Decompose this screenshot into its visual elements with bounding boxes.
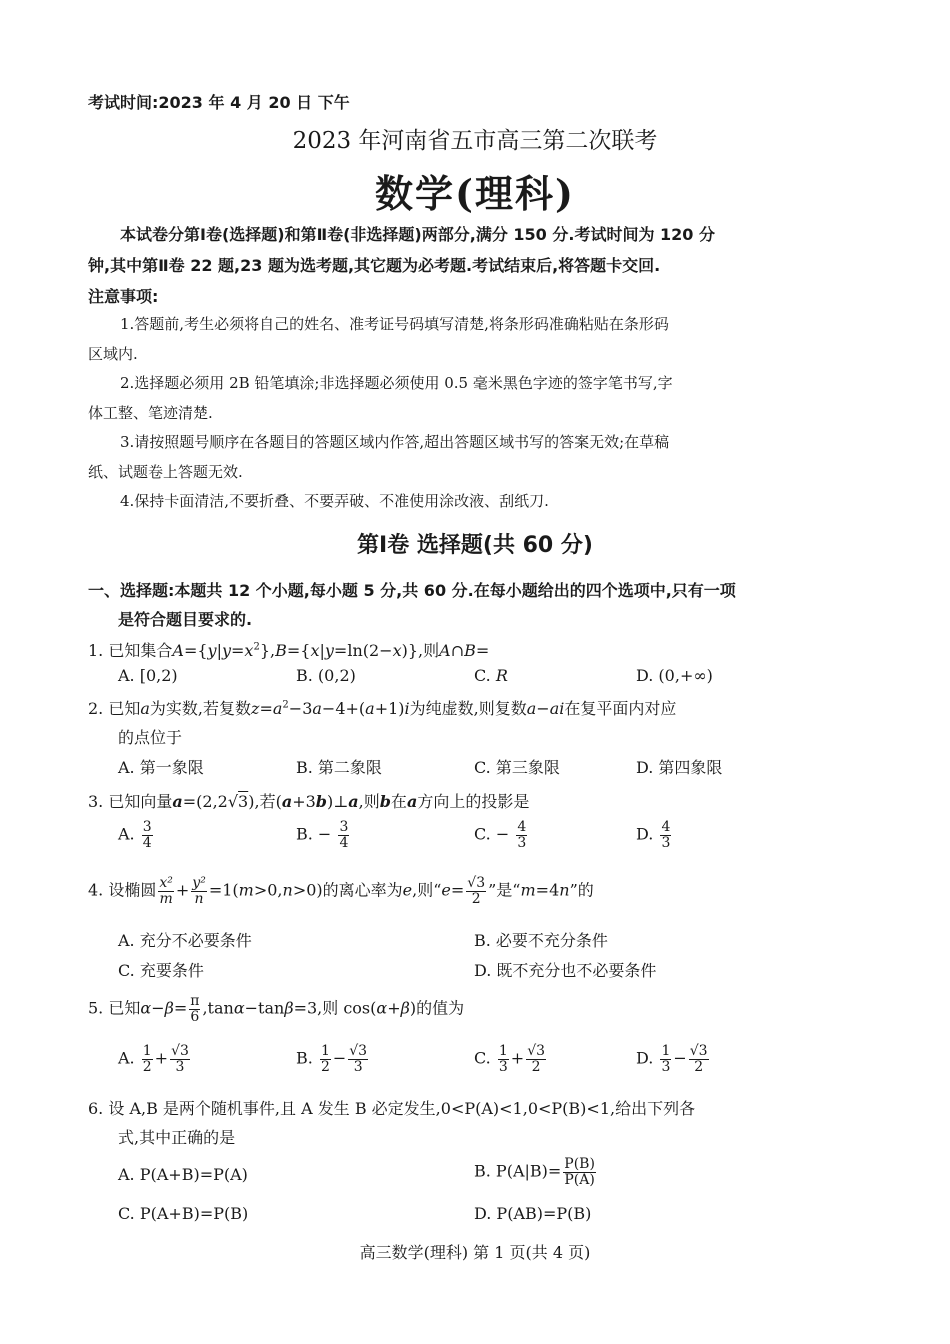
fraction-denominator: 4 [339, 834, 349, 851]
q2-text: 已知 [108, 699, 141, 718]
q4-var: e [441, 880, 451, 900]
q2-var: a [526, 699, 537, 718]
q3-text: =(2,2 [182, 792, 228, 811]
q4-text: >0)的离心率为 [292, 880, 403, 900]
q1-text: = [231, 641, 245, 660]
q3-option-c-fraction [516, 820, 527, 850]
q2-var: ai [549, 699, 565, 718]
q6-option-a: A. P(A+B)=P(A) [118, 1165, 248, 1184]
intro-line-2: 钟,其中第Ⅱ卷 22 题,23 题为选考题,其它题为必考题.考试结束后,将答题卡交回. [88, 256, 661, 275]
q2-option-b: B. 第二象限 [296, 758, 382, 777]
q2-text: 为纯虚数,则复数 [409, 699, 527, 718]
q5-text: + [387, 998, 401, 1018]
q3-option-a [118, 820, 155, 850]
q2-option-c: C. 第三象限 [474, 758, 560, 777]
q2-var: z [251, 699, 260, 718]
q2-text: − [536, 699, 550, 718]
q4-option-d: D. 既不充分也不必要条件 [474, 961, 657, 980]
q4-var: m [520, 880, 536, 900]
q3-text: 方向上的投影是 [417, 792, 530, 811]
fraction-denominator: m [159, 890, 173, 907]
q2-var: a [140, 699, 150, 718]
q1-text: =ln(2− [333, 641, 393, 660]
question-4 [88, 876, 594, 906]
q5-option-d-frac-1 [660, 1044, 671, 1074]
fraction-denominator: 2 [320, 1058, 330, 1075]
notice-heading: 注意事项: [88, 287, 159, 306]
fraction-numerator: 3 [339, 819, 349, 835]
subject-title: 数学(理科) [375, 171, 575, 216]
q2-text: 在复平面内对应 [564, 699, 677, 718]
notice-item-2b: 体工整、笔迹清楚. [88, 404, 213, 422]
q3-text: 在 [390, 792, 407, 811]
exam-time: 考试时间:2023 年 4 月 20 日 下午 [88, 93, 350, 112]
q4-text: 设椭圆 [108, 880, 157, 900]
q6-number: 6. [88, 1099, 104, 1118]
q1-text: = [475, 641, 490, 660]
q6-option-b [474, 1157, 598, 1187]
q4-text: = [450, 880, 465, 900]
q5-number: 5. [88, 998, 104, 1018]
q5-option-b-frac-1 [320, 1044, 331, 1074]
q5-operator: − [332, 1048, 347, 1068]
q5-option-d [636, 1044, 711, 1074]
q3-vector: b [379, 792, 391, 811]
question-3 [88, 789, 529, 812]
q5-var: β [284, 998, 294, 1018]
q1-option-b: B. (0,2) [296, 666, 356, 685]
q3-vector: b [315, 792, 327, 811]
q5-option-a-frac-2 [170, 1044, 190, 1074]
q3-vector: a [172, 792, 183, 811]
fraction-denominator: 2 [471, 890, 481, 907]
q1-text: ∩ [450, 641, 465, 660]
q3-sqrt: √ [227, 792, 239, 811]
fraction-numerator: x² [159, 875, 173, 891]
q5-option-c-label: C. [474, 1048, 491, 1068]
q4-fraction-y [191, 876, 207, 906]
q4-text: >0, [253, 880, 283, 900]
q1-var: y [324, 641, 334, 660]
q1-text: }, [259, 641, 276, 660]
q3-vector: a [406, 792, 418, 811]
q5-text: )的值为 [409, 998, 465, 1018]
q2-text: 为实数,若复数 [149, 699, 252, 718]
q4-fraction-x [158, 876, 174, 906]
q6-option-b-fraction [563, 1157, 596, 1187]
q3-option-b-fraction [338, 820, 349, 850]
q5-option-a [118, 1044, 192, 1074]
question-1 [88, 638, 489, 661]
q1-text: ={ [286, 641, 311, 660]
fraction-numerator: P(B) [564, 1156, 595, 1172]
q1-option-a: A. [0,2) [118, 666, 178, 685]
q3-text: ),若( [248, 792, 282, 811]
q1-number: 1. [88, 641, 104, 660]
fraction-numerator: y² [192, 875, 206, 891]
q5-option-a-frac-1 [142, 1044, 153, 1074]
q3-text: ,则 [358, 792, 380, 811]
q1-option-c-value: R [495, 666, 508, 685]
q6-option-c: C. P(A+B)=P(B) [118, 1204, 249, 1223]
notice-item-1a: 1.答题前,考生必须将自己的姓名、准考证号码填写清楚,将条形码准确粘贴在条形码 [120, 315, 669, 333]
q5-option-d-frac-2 [689, 1044, 709, 1074]
q4-number: 4. [88, 880, 104, 900]
q3-option-b [296, 820, 351, 850]
q2-var: a [272, 699, 283, 718]
q5-option-c-frac-2 [526, 1044, 546, 1074]
q2-option-a: A. 第一象限 [118, 758, 204, 777]
q1-option-c [474, 666, 508, 685]
fraction-numerator: 1 [498, 1043, 508, 1059]
q1-option-c-label: C. [474, 666, 491, 685]
q5-text: 已知 [108, 998, 141, 1018]
q4-text: + [175, 880, 190, 900]
q1-text: 已知集合 [108, 641, 173, 660]
section-title: 第Ⅰ卷 选择题(共 60 分) [357, 533, 593, 558]
q3-option-c [474, 820, 529, 850]
notice-item-2a: 2.选择题必须用 2B 铅笔填涂;非选择题必须使用 0.5 毫米黑色字迹的签字笔书写,字 [120, 374, 673, 392]
q5-var: β [400, 998, 410, 1018]
q2-var: i [404, 699, 410, 718]
q1-option-d: D. (0,+∞) [636, 666, 713, 685]
q3-text: )⊥ [326, 792, 349, 811]
section-instruction-2: 是符合题目要求的. [118, 610, 253, 629]
q5-option-c-frac-1 [498, 1044, 509, 1074]
q3-option-c-label: C. − [474, 824, 510, 844]
q2-exponent: 2 [282, 699, 289, 711]
q3-text: 已知向量 [108, 792, 173, 811]
q4-var: n [559, 880, 570, 900]
q3-sqrt-arg: 3 [238, 792, 249, 811]
q5-text: ,tan [202, 998, 234, 1018]
fraction-numerator: √3 [527, 1043, 546, 1059]
fraction-denominator: 4 [142, 834, 152, 851]
q3-option-d-fraction [660, 820, 671, 850]
q1-text: ={ [183, 641, 208, 660]
fraction-numerator: π [190, 993, 200, 1009]
q3-vector: a [348, 792, 359, 811]
q5-var: α [233, 998, 245, 1018]
q2-text: +1) [374, 699, 405, 718]
q3-option-a-fraction [142, 820, 153, 850]
q5-text: −tan [244, 998, 285, 1018]
q3-option-d [636, 820, 673, 850]
q4-option-a: A. 充分不必要条件 [118, 931, 252, 950]
q1-var: x [244, 641, 254, 660]
fraction-numerator: 1 [142, 1043, 152, 1059]
fraction-denominator: 2 [531, 1058, 541, 1075]
q5-var: α [376, 998, 388, 1018]
q5-text: = [173, 998, 188, 1018]
q5-var: α [140, 998, 152, 1018]
q4-text: ,则“ [412, 880, 442, 900]
fraction-numerator: 4 [517, 819, 527, 835]
exam-title: 2023 年河南省五市高三第二次联考 [292, 128, 658, 154]
q1-text: | [216, 641, 222, 660]
fraction-denominator: 3 [661, 1058, 671, 1075]
fraction-denominator: P(A) [564, 1171, 595, 1188]
q1-var: B [275, 641, 287, 660]
q2-line-2: 的点位于 [118, 728, 183, 747]
q4-text: ”是“ [488, 880, 521, 900]
q4-var: n [282, 880, 293, 900]
q3-number: 3. [88, 792, 104, 811]
fraction-denominator: 3 [353, 1058, 363, 1075]
q5-option-b-frac-2 [348, 1044, 368, 1074]
notice-item-3b: 纸、试题卷上答题无效. [88, 463, 243, 481]
intro-line-1: 本试卷分第Ⅰ卷(选择题)和第Ⅱ卷(非选择题)两部分,满分 150 分.考试时间为 120 分 [120, 225, 715, 244]
q5-option-a-label: A. [118, 1048, 135, 1068]
fraction-denominator: 3 [498, 1058, 508, 1075]
q3-option-b-label: B. − [296, 824, 332, 844]
q1-text: | [319, 641, 325, 660]
q2-var: a [365, 699, 375, 718]
q5-fraction-pi [189, 994, 200, 1024]
fraction-numerator: 4 [661, 819, 671, 835]
fraction-denominator: n [194, 890, 204, 907]
q3-vector: a [281, 792, 293, 811]
q5-text: =3,则 cos( [293, 998, 377, 1018]
q5-text: − [151, 998, 165, 1018]
question-2 [88, 696, 676, 719]
fraction-denominator: 3 [175, 1058, 185, 1075]
fraction-denominator: 2 [142, 1058, 152, 1075]
q4-text: ”的 [569, 880, 594, 900]
q6-line-2: 式,其中正确的是 [118, 1128, 236, 1147]
q6-option-b-label: B. P(A|B)= [474, 1161, 562, 1181]
q6-option-d: D. P(AB)=P(B) [474, 1204, 592, 1223]
question-6 [88, 1096, 695, 1119]
fraction-numerator: √3 [349, 1043, 368, 1059]
q3-option-a-label: A. [118, 824, 135, 844]
q4-option-c: C. 充要条件 [118, 961, 204, 980]
q5-operator: + [154, 1048, 169, 1068]
q4-text: =4 [535, 880, 560, 900]
q4-fraction-e [466, 876, 486, 906]
fraction-numerator: 1 [320, 1043, 330, 1059]
fraction-numerator: √3 [467, 875, 486, 891]
page-footer: 高三数学(理科) 第 1 页(共 4 页) [359, 1243, 591, 1262]
q5-option-c [474, 1044, 548, 1074]
q3-text: +3 [292, 792, 316, 811]
q4-var: e [402, 880, 413, 900]
q5-option-b-label: B. [296, 1048, 313, 1068]
q2-number: 2. [88, 699, 104, 718]
fraction-numerator: 1 [661, 1043, 671, 1059]
q5-var: β [164, 998, 174, 1018]
fraction-denominator: 3 [661, 834, 671, 851]
fraction-numerator: √3 [689, 1043, 708, 1059]
q1-var: x [392, 641, 402, 660]
q1-var: x [310, 641, 320, 660]
fraction-numerator: 3 [142, 819, 152, 835]
q4-var: m [238, 880, 254, 900]
fraction-denominator: 2 [694, 1058, 704, 1075]
fraction-denominator: 3 [517, 834, 527, 851]
q4-option-b: B. 必要不充分条件 [474, 931, 608, 950]
section-instruction-1: 一、选择题:本题共 12 个小题,每小题 5 分,共 60 分.在每小题给出的四个选项中,只有一项 [88, 581, 736, 600]
q5-operator: + [510, 1048, 525, 1068]
q1-var: y [221, 641, 232, 660]
q2-text: −4+( [321, 699, 366, 718]
notice-item-3a: 3.请按照题号顺序在各题目的答题区域内作答,超出答题区域书写的答案无效;在草稿 [120, 433, 670, 451]
q6-line-1: 设 A,B 是两个随机事件,且 A 发生 B 必定发生,0<P(A)<1,0<P(B)<1,给出下列各 [108, 1099, 696, 1118]
q3-option-d-label: D. [636, 824, 654, 844]
q2-var: a [312, 699, 322, 718]
q5-option-b [296, 1044, 370, 1074]
q5-option-d-label: D. [636, 1048, 654, 1068]
q1-text: )},则 [401, 641, 440, 660]
q2-text: −3 [288, 699, 313, 718]
q2-text: = [259, 699, 273, 718]
q1-var: B [464, 641, 476, 660]
fraction-denominator: 6 [190, 1008, 200, 1025]
q1-exponent: 2 [253, 641, 260, 653]
notice-item-1b: 区域内. [88, 345, 138, 363]
q2-option-d: D. 第四象限 [636, 758, 723, 777]
q4-text: =1( [208, 880, 239, 900]
question-5 [88, 994, 464, 1024]
notice-item-4: 4.保持卡面清洁,不要折叠、不要弄破、不准使用涂改液、刮纸刀. [120, 492, 549, 510]
q1-var: A [439, 641, 451, 660]
q1-var: y [207, 641, 217, 660]
q5-operator: − [673, 1048, 687, 1068]
fraction-numerator: √3 [171, 1043, 189, 1059]
q1-var: A [172, 641, 184, 660]
